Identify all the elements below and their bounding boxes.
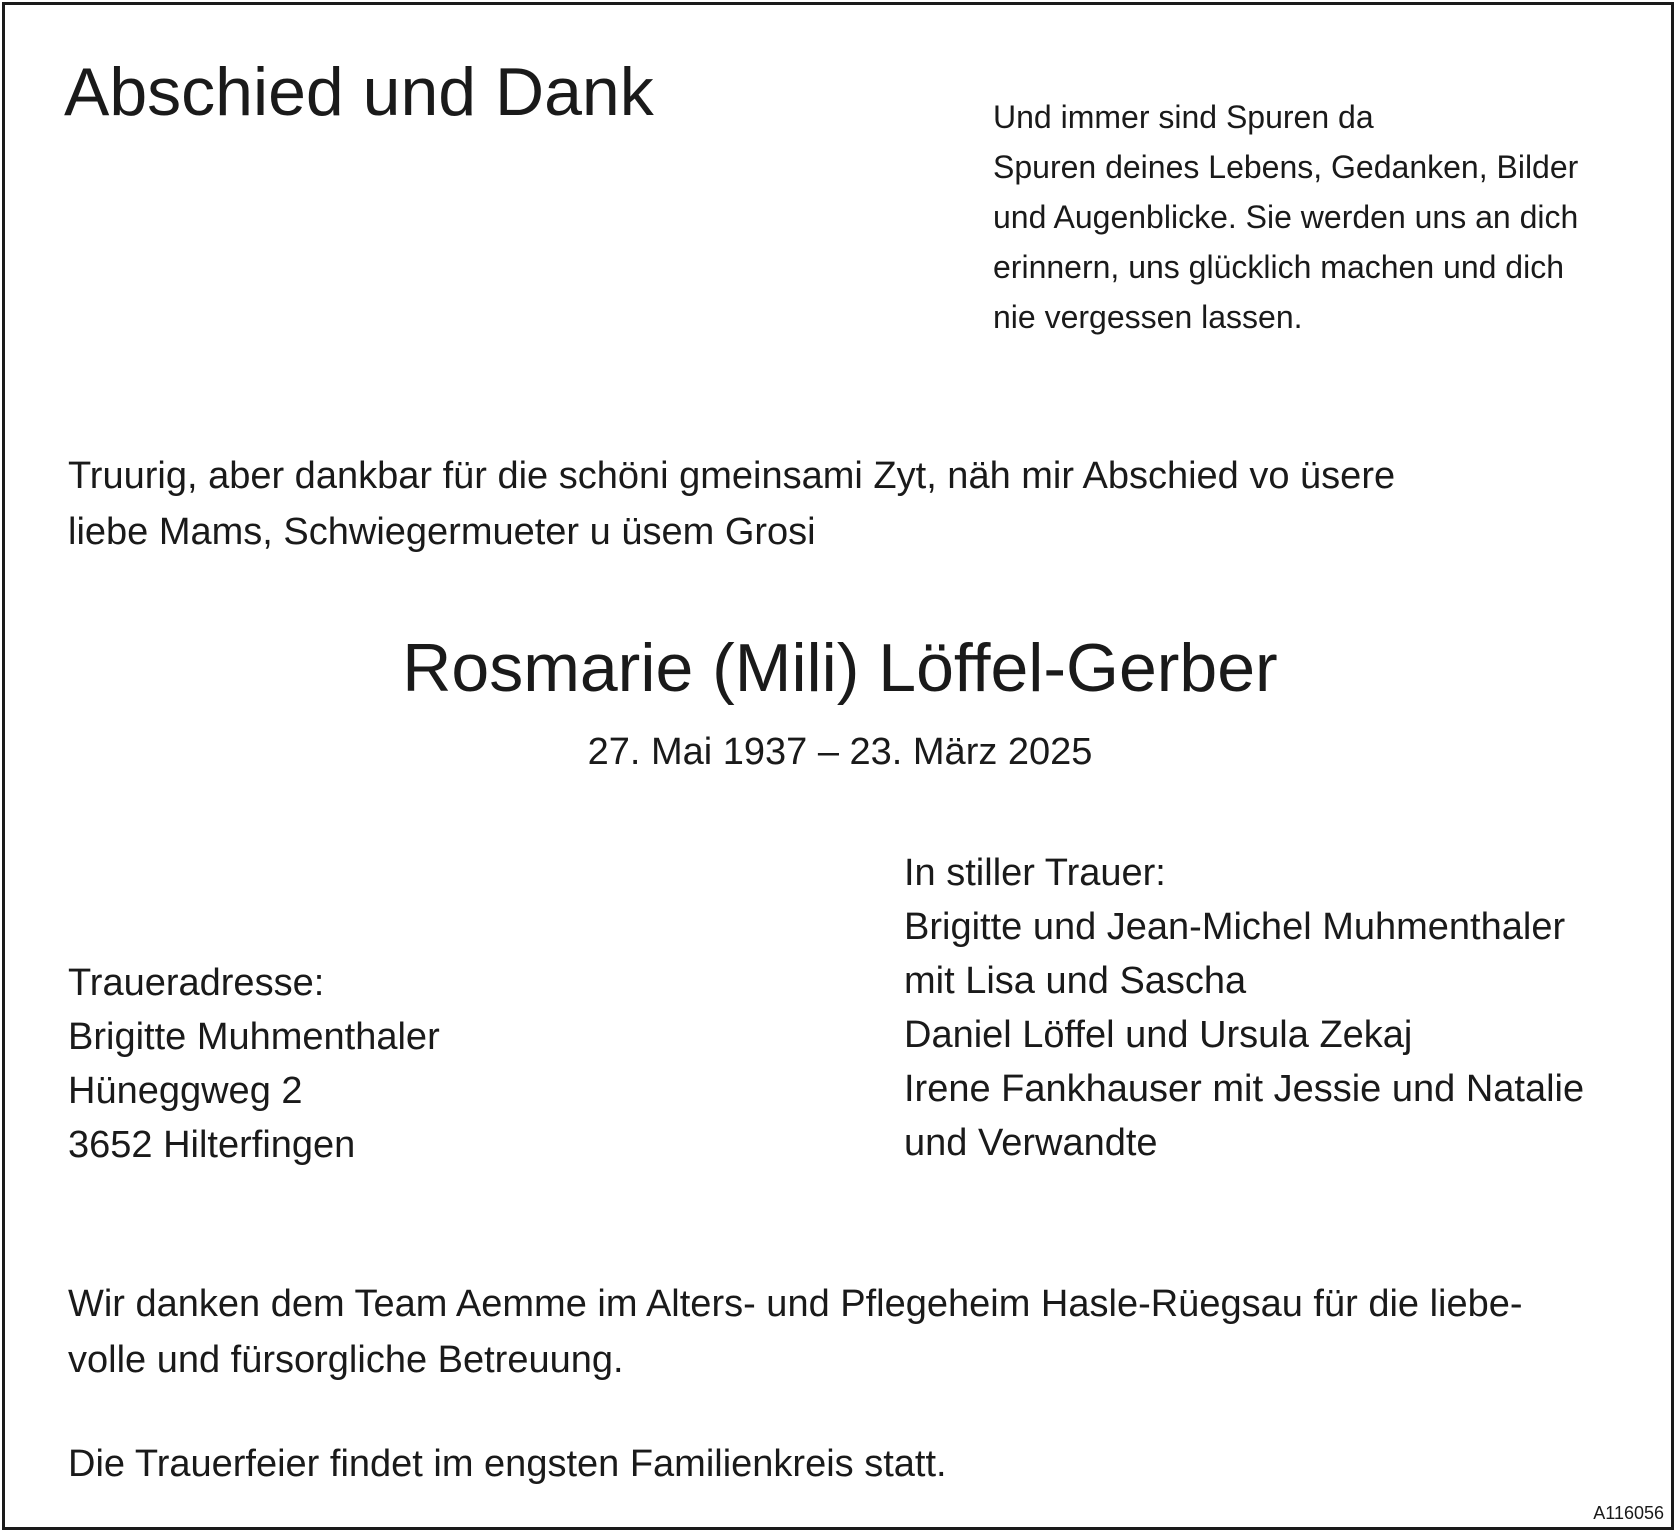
address-line: Hüneggweg 2 [68,1070,303,1112]
address-block [68,956,440,1172]
poem-line: Und immer sind Spuren da [993,99,1374,135]
poem-line: und Augenblicke. Sie werden uns an dich [993,199,1579,235]
mourner-line: Daniel Löffel und Ursula Zekaj [904,1014,1413,1056]
poem-line: nie vergessen lassen. [993,299,1303,335]
life-dates: 27. Mai 1937 – 23. März 2025 [587,731,1093,773]
ad-code: A116056 [1593,1503,1664,1523]
thanks-line: Wir danken dem Team Aemme im Alters- und Pflegeheim Hasle-Rüegsau für die liebe- [68,1283,1523,1325]
intro-line: Truurig, aber dankbar für die schöni gmeinsami Zyt, näh mir Abschied vo üsere [68,455,1396,497]
thanks-text [68,1276,1523,1388]
address-line: Brigitte Muhmenthaler [68,1016,440,1058]
mourners-block [904,846,1584,1170]
address-title: Traueradresse: [68,962,325,1004]
mourner-line: Brigitte und Jean-Michel Muhmenthaler [904,906,1566,948]
notice-heading: Abschied und Dank [64,54,654,130]
mourner-line: mit Lisa und Sascha [904,960,1247,1002]
intro-text [68,448,1395,560]
mourner-line: und Verwandte [904,1122,1158,1164]
poem-line: Spuren deines Lebens, Gedanken, Bilder [993,149,1579,185]
mourners-title: In stiller Trauer: [904,852,1166,894]
address-line: 3652 Hilterfingen [68,1124,356,1166]
poem-block [993,92,1578,342]
thanks-line: volle und fürsorgliche Betreuung. [68,1339,624,1381]
mourner-line: Irene Fankhauser mit Jessie und Natalie [904,1068,1585,1110]
poem-line: erinnern, uns glücklich machen und dich [993,249,1564,285]
ceremony-note: Die Trauerfeier findet im engsten Familienkreis statt. [68,1443,947,1485]
deceased-name: Rosmarie (Mili) Löffel-Gerber [402,630,1278,706]
intro-line: liebe Mams, Schwiegermueter u üsem Grosi [68,511,816,553]
